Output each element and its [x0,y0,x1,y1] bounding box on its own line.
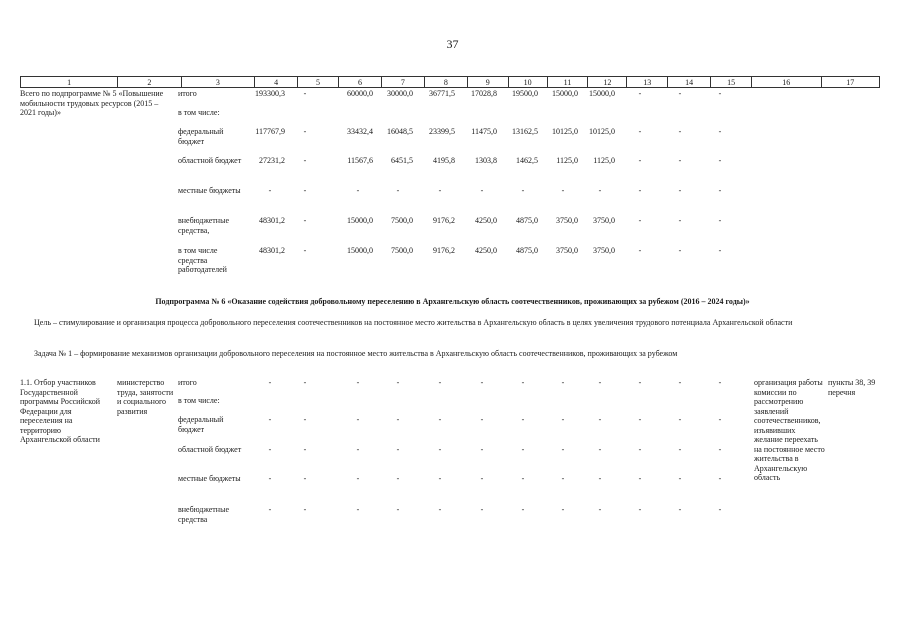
value-cell: - [638,186,642,195]
row-label: местные бюджеты [178,474,241,483]
value-cell: - [268,474,272,483]
header-col-6: 6 [338,77,381,88]
value-cell: - [396,474,400,483]
value-cell: - [521,474,525,483]
value-cell: - [598,186,602,195]
value-cell: 193300,3 [255,89,285,98]
value-cell: - [678,156,682,165]
value-cell: - [356,445,360,454]
value-cell: - [480,186,484,195]
value-cell: - [638,89,642,98]
value-cell: - [356,505,360,514]
value-cell: - [303,474,307,483]
value-cell: 7500,0 [391,246,413,255]
value-cell: 19500,0 [512,89,538,98]
value-cell: - [598,474,602,483]
value-cell: - [303,378,307,387]
measure-result: организация работы комиссии по рассмотрению заявлений соотечественников, изъявивших желание переехать на постоянное место жительства в Архангельскую область [754,378,825,482]
value-cell: - [638,445,642,454]
value-cell: - [303,246,307,255]
value-cell: - [480,415,484,424]
value-cell: 3750,0 [556,246,578,255]
header-col-15: 15 [711,77,752,88]
value-cell: - [638,127,642,136]
value-cell: 9176,2 [433,216,455,225]
value-cell: 15000,0 [347,246,373,255]
value-cell: - [268,415,272,424]
header-col-5: 5 [298,77,339,88]
value-cell: - [638,216,642,225]
value-cell: - [356,186,360,195]
value-cell: - [303,415,307,424]
header-col-14: 14 [668,77,711,88]
value-cell: 23399,5 [429,127,455,136]
row-label: местные бюджеты [178,186,241,195]
row-label: в том числе: [178,396,220,405]
value-cell: 15000,0 [552,89,578,98]
value-cell: - [396,505,400,514]
value-cell: 4195,8 [433,156,455,165]
header-col-9: 9 [467,77,508,88]
task-text: Задача № 1 – формирование механизмов организации добровольного переселения на постоянное место жительства в Архангельскую область соотечественников, проживающих за рубежом [34,349,678,358]
value-cell: - [718,127,722,136]
value-cell: - [718,445,722,454]
value-cell: - [638,246,642,255]
row-label: внебюджетные средства, [178,216,229,235]
value-cell: 3750,0 [593,216,615,225]
value-cell: - [718,505,722,514]
value-cell: 11567,6 [347,156,373,165]
value-cell: - [521,378,525,387]
header-col-8: 8 [424,77,467,88]
value-cell: 4250,0 [475,216,497,225]
header-col-11: 11 [547,77,588,88]
value-cell: - [638,378,642,387]
subprogram-5-title: Всего по подпрограмме № 5 «Повышение мобильности трудовых ресурсов (2015 – 2021 годы)» [20,89,164,117]
value-cell: - [438,186,442,195]
header-col-4: 4 [255,77,298,88]
value-cell: - [718,216,722,225]
row-label: федеральный бюджет [178,127,224,146]
value-cell: 10125,0 [552,127,578,136]
value-cell: - [396,378,400,387]
value-cell: 1125,0 [593,156,615,165]
header-col-2: 2 [118,77,181,88]
goal-text: Цель – стимулирование и организация процесса добровольного переселения соотечественников на постоянное место жительства в Архангельскую область в целях увеличения трудового потенциала Архангельской области [34,318,793,327]
subprogram-6-title: Подпрограмма № 6 «Оказание содействия добровольному переселению в Архангельскую область соотечественников, проживающих за рубежом (2016 – 2024 годы)» [155,297,750,306]
value-cell: - [678,216,682,225]
value-cell: 3750,0 [593,246,615,255]
value-cell: 7500,0 [391,216,413,225]
value-cell: 33432,4 [347,127,373,136]
value-cell: - [268,186,272,195]
row-label: в том числе: [178,108,220,117]
value-cell: 16048,5 [387,127,413,136]
value-cell: 15000,0 [347,216,373,225]
value-cell: - [438,505,442,514]
value-cell: - [598,415,602,424]
value-cell: - [303,89,307,98]
value-cell: - [356,474,360,483]
value-cell: - [438,415,442,424]
value-cell: 6451,5 [391,156,413,165]
value-cell: 3750,0 [556,216,578,225]
header-col-3: 3 [181,77,255,88]
value-cell: 60000,0 [347,89,373,98]
value-cell: 17028,8 [471,89,497,98]
value-cell: - [678,246,682,255]
value-cell: - [678,89,682,98]
value-cell: - [638,156,642,165]
value-cell: - [718,378,722,387]
value-cell: 48301,2 [259,246,285,255]
value-cell: - [678,378,682,387]
value-cell: - [718,474,722,483]
value-cell: 4875,0 [516,216,538,225]
measure-reference: пункты 38, 39 перечня [828,378,876,397]
header-col-1: 1 [21,77,118,88]
value-cell: - [438,378,442,387]
value-cell: - [718,246,722,255]
value-cell: - [598,378,602,387]
value-cell: - [438,445,442,454]
value-cell: 15000,0 [589,89,615,98]
value-cell: - [303,186,307,195]
value-cell: - [678,474,682,483]
value-cell: 48301,2 [259,216,285,225]
measure-executor: министерство труда, занятости и социального развития [117,378,174,416]
value-cell: - [561,378,565,387]
value-cell: - [718,156,722,165]
header-row [21,77,880,88]
value-cell: - [561,415,565,424]
value-cell: - [561,186,565,195]
value-cell: 30000,0 [387,89,413,98]
value-cell: - [678,415,682,424]
row-label: итого [178,89,197,98]
value-cell: - [718,186,722,195]
page-number: 37 [446,37,459,51]
value-cell: - [521,505,525,514]
header-col-7: 7 [381,77,424,88]
value-cell: 10125,0 [589,127,615,136]
value-cell: - [521,445,525,454]
value-cell: 1462,5 [516,156,538,165]
value-cell: - [561,505,565,514]
value-cell: - [268,378,272,387]
value-cell: - [268,445,272,454]
row-label: внебюджетные средства [178,505,229,524]
value-cell: 4250,0 [475,246,497,255]
value-cell: - [303,156,307,165]
value-cell: - [678,186,682,195]
row-label: областной бюджет [178,445,242,454]
value-cell: 1303,8 [475,156,497,165]
value-cell: - [480,474,484,483]
value-cell: - [598,505,602,514]
value-cell: - [396,445,400,454]
value-cell: - [480,505,484,514]
value-cell: 13162,5 [512,127,538,136]
value-cell: - [303,445,307,454]
value-cell: - [303,127,307,136]
value-cell: - [356,415,360,424]
measure-title: 1.1. Отбор участников Государственной программы Российской Федерации для переселения на территорию Архангельской области [20,378,101,444]
column-number-header [20,76,880,88]
value-cell: 9176,2 [433,246,455,255]
value-cell: - [268,505,272,514]
value-cell: - [561,445,565,454]
value-cell: - [396,186,400,195]
value-cell: - [521,415,525,424]
value-cell: - [303,505,307,514]
row-label: в том числе средства работодателей [178,246,227,274]
value-cell: - [356,378,360,387]
header-col-12: 12 [588,77,627,88]
header-col-16: 16 [752,77,822,88]
value-cell: - [678,505,682,514]
value-cell: 4875,0 [516,246,538,255]
value-cell: - [678,127,682,136]
value-cell: - [561,474,565,483]
value-cell: - [678,445,682,454]
value-cell: - [396,415,400,424]
value-cell: - [303,216,307,225]
header-col-17: 17 [821,77,879,88]
row-label: федеральный бюджет [178,415,224,434]
value-cell: 36771,5 [429,89,455,98]
value-cell: - [521,186,525,195]
value-cell: - [718,89,722,98]
value-cell: - [638,474,642,483]
row-label: областной бюджет [178,156,242,165]
row-label: итого [178,378,197,387]
value-cell: 1125,0 [556,156,578,165]
header-col-13: 13 [627,77,668,88]
value-cell: - [638,505,642,514]
value-cell: 117767,9 [255,127,285,136]
value-cell: - [438,474,442,483]
value-cell: - [598,445,602,454]
header-col-10: 10 [508,77,547,88]
value-cell: 11475,0 [471,127,497,136]
value-cell: 27231,2 [259,156,285,165]
value-cell: - [638,415,642,424]
value-cell: - [480,445,484,454]
value-cell: - [480,378,484,387]
value-cell: - [718,415,722,424]
